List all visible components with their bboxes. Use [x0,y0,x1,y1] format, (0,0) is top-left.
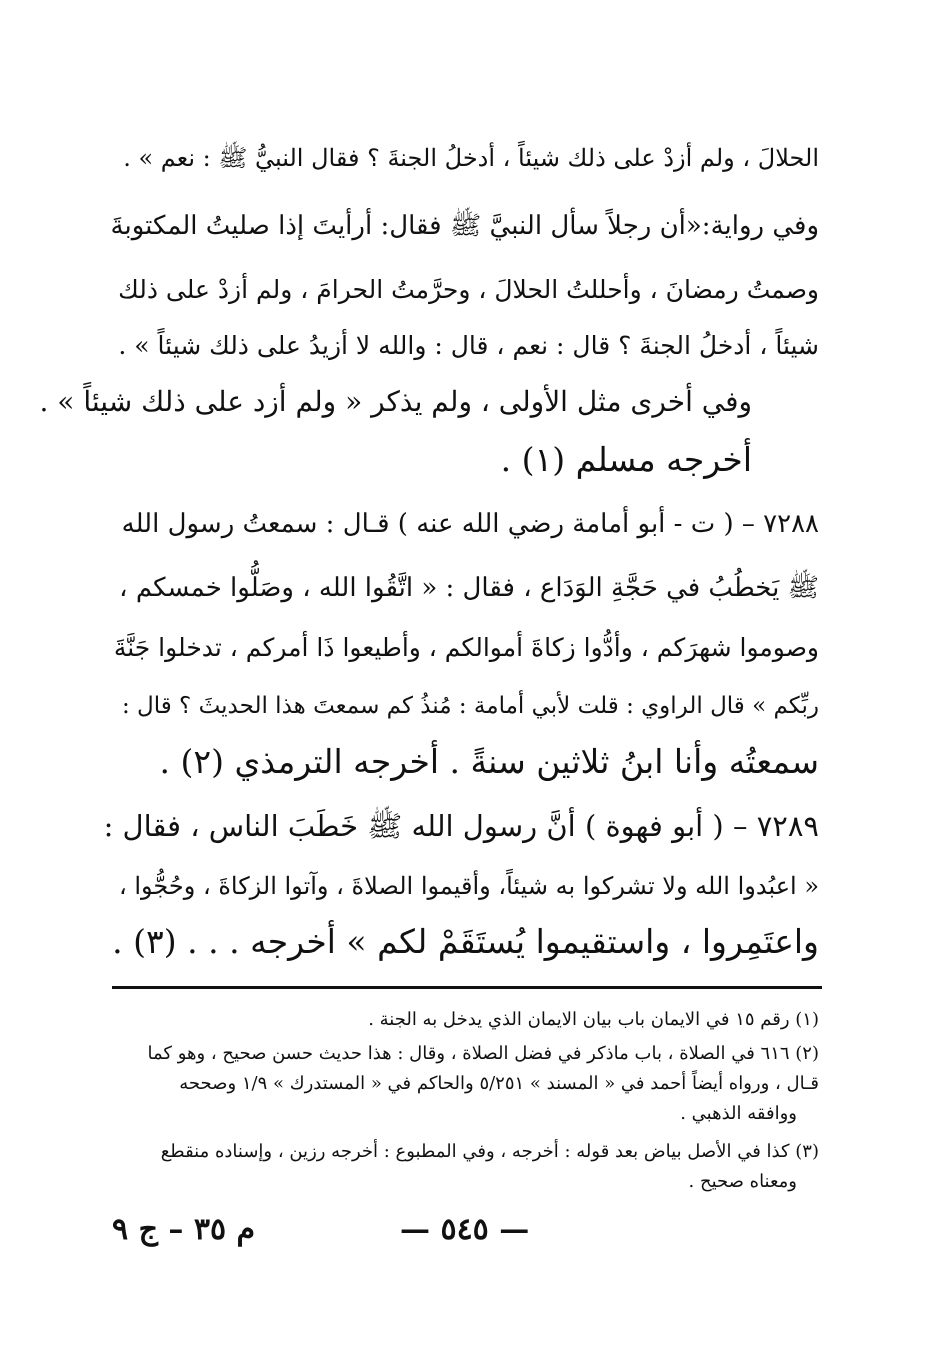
hadith-7289-line-2: « اعبُدوا الله ولا تشركوا به شيئاً، وأقيموا الصلاةَ ، وآتوا الزكاةَ ، وحُجُّوا ، [118,872,819,900]
text-line-6: أخرجه مسلم (١) . [500,440,752,479]
hadith-7289-line-1: ٧٢٨٩ – ( أبو فهوة ) أنَّ رسول الله ﷺ خَطَبَ الناس ، فقال : [103,809,819,843]
page-number: — ٥٤٥ — [400,1212,530,1247]
footnote-3-line-1: (٣) كذا في الأصل بياض بعد قوله : أخرجه ، وفي المطبوع : أخرجه رزين ، وإسناده منقطع [160,1141,819,1162]
hadith-7288-line-5: سمعتُه وأنا ابنُ ثلاثين سنةً . أخرجه الترمذي (٢) . [159,742,819,781]
text-line-5: وفي أخرى مثل الأولى ، ولم يذكر « ولم أزد على ذلك شيئاً » . [39,385,752,418]
footnote-separator [112,986,822,989]
hadith-7289-line-3: واعتَمِروا ، واستقيموا يُستَقَمْ لكم » أخرجه . . . (٣) . [112,922,819,961]
text-line-1: الحلالَ ، ولم أزدْ على ذلك شيئاً ، أدخلُ الجنةَ ؟ فقال النبيُّ ﷺ : نعم » . [123,144,819,172]
footnote-1: (١) رقم ١٥ في الايمان باب بيان الايمان الذي يدخل به الجنة . [368,1009,819,1030]
footnote-2-line-2: قـال ، ورواه أيضاً أحمد في « المسند » ٥/٢٥١ والحاكم في « المستدرك » ١/٩ وصححه [179,1073,819,1094]
hadith-7288-line-2: ﷺ يَخطُبُ في حَجَّةِ الوَدَاع ، فقال : « اتَّقُوا الله ، وصَلُّوا خمسكم ، [119,573,819,603]
footnote-3-line-2: ومعناه صحيح . [688,1171,797,1192]
footnote-2-line-1: (٢) ٦١٦ في الصلاة ، باب ماذكر في فضل الصلاة ، وقال : هذا حديث حسن صحيح ، وهو كما [147,1043,819,1064]
signature-mark: م ٣٥ – ج ٩ [112,1212,256,1247]
hadith-7288-line-1: ٧٢٨٨ – ( ت - أبو أمامة رضي الله عنه ) قـال : سمعتُ رسول الله [121,509,819,539]
text-line-4: شيئاً ، أدخلُ الجنةَ ؟ قال : نعم ، قال : والله لا أزيدُ على ذلك شيئاً » . [118,331,819,360]
footnote-2-line-3: ووافقه الذهبي . [680,1103,797,1124]
text-line-2: وفي رواية:«أن رجلاً سأل النبيَّ ﷺ فقال: أرأيتَ إذا صليتُ المكتوبةَ [110,211,819,241]
text-line-3: وصمتُ رمضانَ ، وأحللتُ الحلالَ ، وحرَّمتُ الحرامَ ، ولم أزدْ على ذلك [118,275,819,304]
hadith-7288-line-3: وصوموا شهرَكم ، وأدُّوا زكاةَ أموالكم ، وأطيعوا ذَا أمركم ، تدخلوا جَنَّةَ [113,633,819,662]
hadith-7288-line-4: ربِّكم » قال الراوي : قلت لأبي أمامة : مُنذُ كم سمعتَ هذا الحديثَ ؟ قال : [121,693,819,719]
